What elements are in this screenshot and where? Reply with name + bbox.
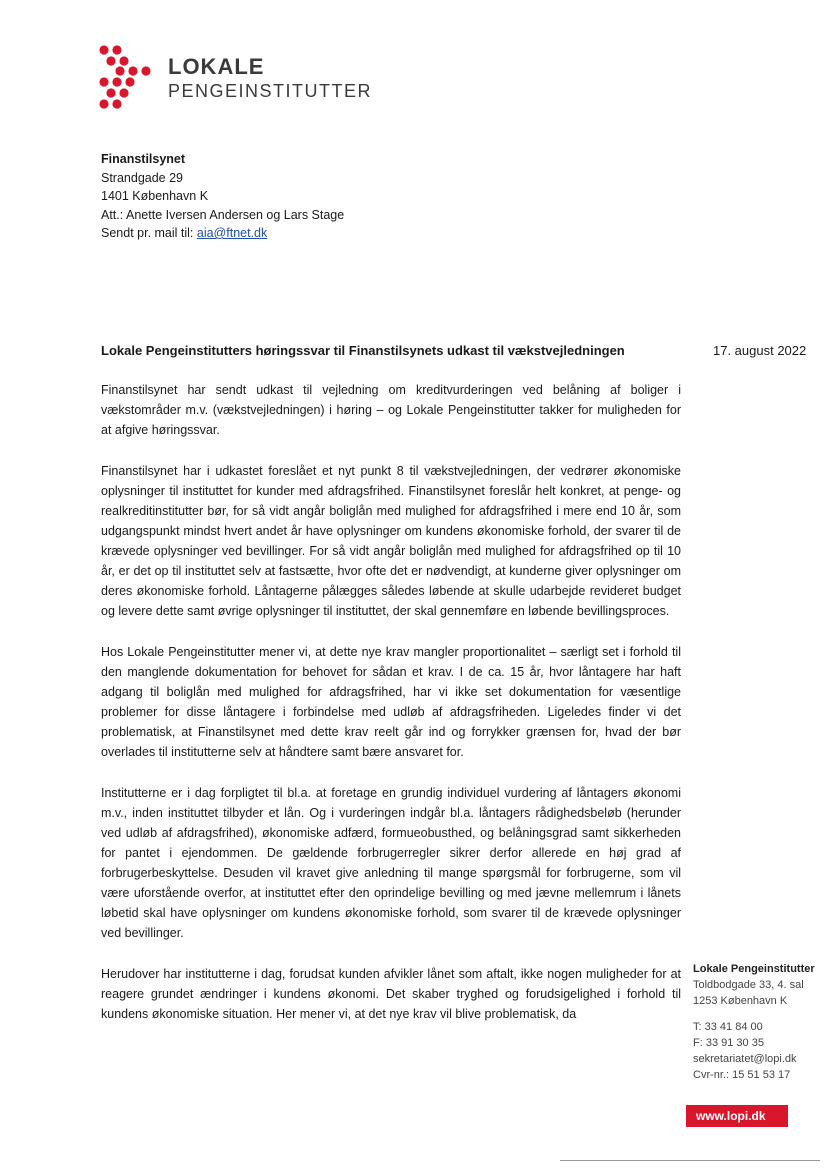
logo-dot: [125, 77, 134, 86]
logo-dot: [112, 45, 121, 54]
sender-phone: T: 33 41 84 00: [693, 1021, 763, 1033]
logo-dot: [115, 66, 124, 75]
letter-body: [101, 380, 681, 1045]
logo-dot: [106, 56, 115, 65]
logo-line-1: LOKALE: [168, 54, 265, 79]
mail-prefix: Sendt pr. mail til:: [101, 226, 197, 240]
logo-dot: [99, 99, 108, 108]
dot-pattern-icon: [98, 44, 160, 114]
lokale-pengeinstitutter-logo: [98, 44, 398, 116]
paragraph: Hos Lokale Pengeinstitutter mener vi, at dette nye krav mangler proportionalitet – særligt set i forhold til den manglende dokumentation for behovet for sådan et krav. I de ca. 15 år, hvor låntagere har haft adgang til boliglån med mulighed for afdragsfrihed, har vi ikke set dokumentation for væsentlige problemer for disse låntagere i forbindelse med udløb af afdragsfriheden. Ligeledes finder vi det problematisk, at Finanstilsynet med dette krav reelt går ind og forrykker grænsen for, hvad der bør overlades til institutterne selv at håndtere samt bære ansvaret for.: [101, 645, 681, 759]
sender-cvr: Cvr-nr.: 15 51 53 17: [693, 1069, 791, 1081]
recipient-name: Finanstilsynet: [101, 152, 186, 166]
logo-line-2: PENGEINSTITUTTER: [168, 81, 373, 101]
sender-fax: F: 33 91 30 35: [693, 1037, 764, 1049]
sender-email: sekretariatet@lopi.dk: [693, 1053, 797, 1065]
sender-org: Lokale Pengeinstitutter: [693, 963, 815, 975]
logo-dot: [99, 45, 108, 54]
recipient-city: 1401 København K: [101, 189, 209, 203]
paragraph: Institutterne er i dag forpligtet til bl.a. at foretage en grundig individuel vurdering af låntagers økonomi m.v., inden instituttet tilbyder et lån. Og i vurderingen indgår bl.a. låntagers rådighedsbeløb (herunder ved udløb af afdragsfrihed), økonomiske adfærd, formueobusthed, og belåningsgrad samt sikkerheden for pantet i ejendommen. De gældende forbrugerregler sikrer derfor allerede en høj grad af forbrugerbeskyttelse. Desuden vil kravet give anledning til mange spørgsmål for forbrugerne, som vil være uforstående overfor, at instituttet efter den oprindelige bevilling og med jævne mellemrum i lånets løbetid skal have oplysninger om kundens økonomiske forhold, som svarer til de krævede oplysninger ved bevillinger.: [101, 786, 681, 940]
recipient-mail-link[interactable]: aia@ftnet.dk: [196, 226, 268, 240]
logo-dot: [128, 66, 137, 75]
letter-date: 17. august 2022: [713, 343, 807, 358]
logo-dot: [112, 77, 121, 86]
logo-dot: [119, 56, 128, 65]
recipient-street: Strandgade 29: [101, 170, 184, 185]
recipient-address: [101, 150, 344, 243]
logo-dot: [119, 88, 128, 97]
recipient-mail-line: [101, 224, 344, 243]
logo-dot: [141, 66, 150, 75]
logo-dot: [112, 99, 121, 108]
recipient-attention: Att.: Anette Iversen Andersen og Lars Stage: [101, 207, 345, 222]
sender-contact-block: [693, 961, 815, 1083]
sender-address-1: Toldbodgade 33, 4. sal: [693, 979, 804, 991]
logo-dot: [99, 77, 108, 86]
sender-address-2: 1253 København K: [693, 995, 788, 1007]
footer-divider: [560, 1160, 820, 1161]
paragraph: Finanstilsynet har sendt udkast til vejledning om kreditvurderingen ved belåning af boliger i vækstområder m.v. (vækstvejledningen) i høring – og Lokale Pengeinstitutter takker for muligheden for at afgive høringssvar.: [101, 383, 681, 437]
paragraph: Finanstilsynet har i udkastet foreslået et nyt punkt 8 til vækstvejledningen, der vedrører økonomiske oplysninger til instituttet for kunder med afdragsfrihed. Finanstilsynet foreslår helt konkret, at penge- og realkreditinstitutter bør, for så vidt angår boliglån med mulighed for afdragsfrihed i mere end 10 år, som udgangspunkt mindst hvert andet år have oplysninger om kundens økonomiske forhold, der svarer til de krævede oplysninger ved bevillinger. For så vidt angår boliglån med mulighed for afdragsfrihed op til 10 år, er det op til instituttet selv at fastsætte, hvor ofte det er nødvendigt, at kunderne giver oplysninger om deres økonomiske forhold. Låntagerne pålægges således løbende at skulle udarbejde revideret budget og levere dette samt øvrige oplysninger til instituttet, der skal gennemføre en løbende bevillingsproces.: [101, 464, 681, 618]
letter-subject: Lokale Pengeinstitutters høringssvar til Finanstilsynets udkast til vækstvejledningen: [101, 343, 625, 358]
logo-dot: [106, 88, 115, 97]
paragraph: Herudover har institutterne i dag, forudsat kunden afvikler lånet som aftalt, ikke nogen muligheder for at reagere grundet ændringer i kundens økonomi. Det skaber tryghed og forudsigelighed i forhold til kundens økonomiske situation. Her mener vi, at det nye krav vil blive problematisk, da: [101, 967, 681, 1021]
website-link[interactable]: www.lopi.dk: [686, 1105, 788, 1127]
